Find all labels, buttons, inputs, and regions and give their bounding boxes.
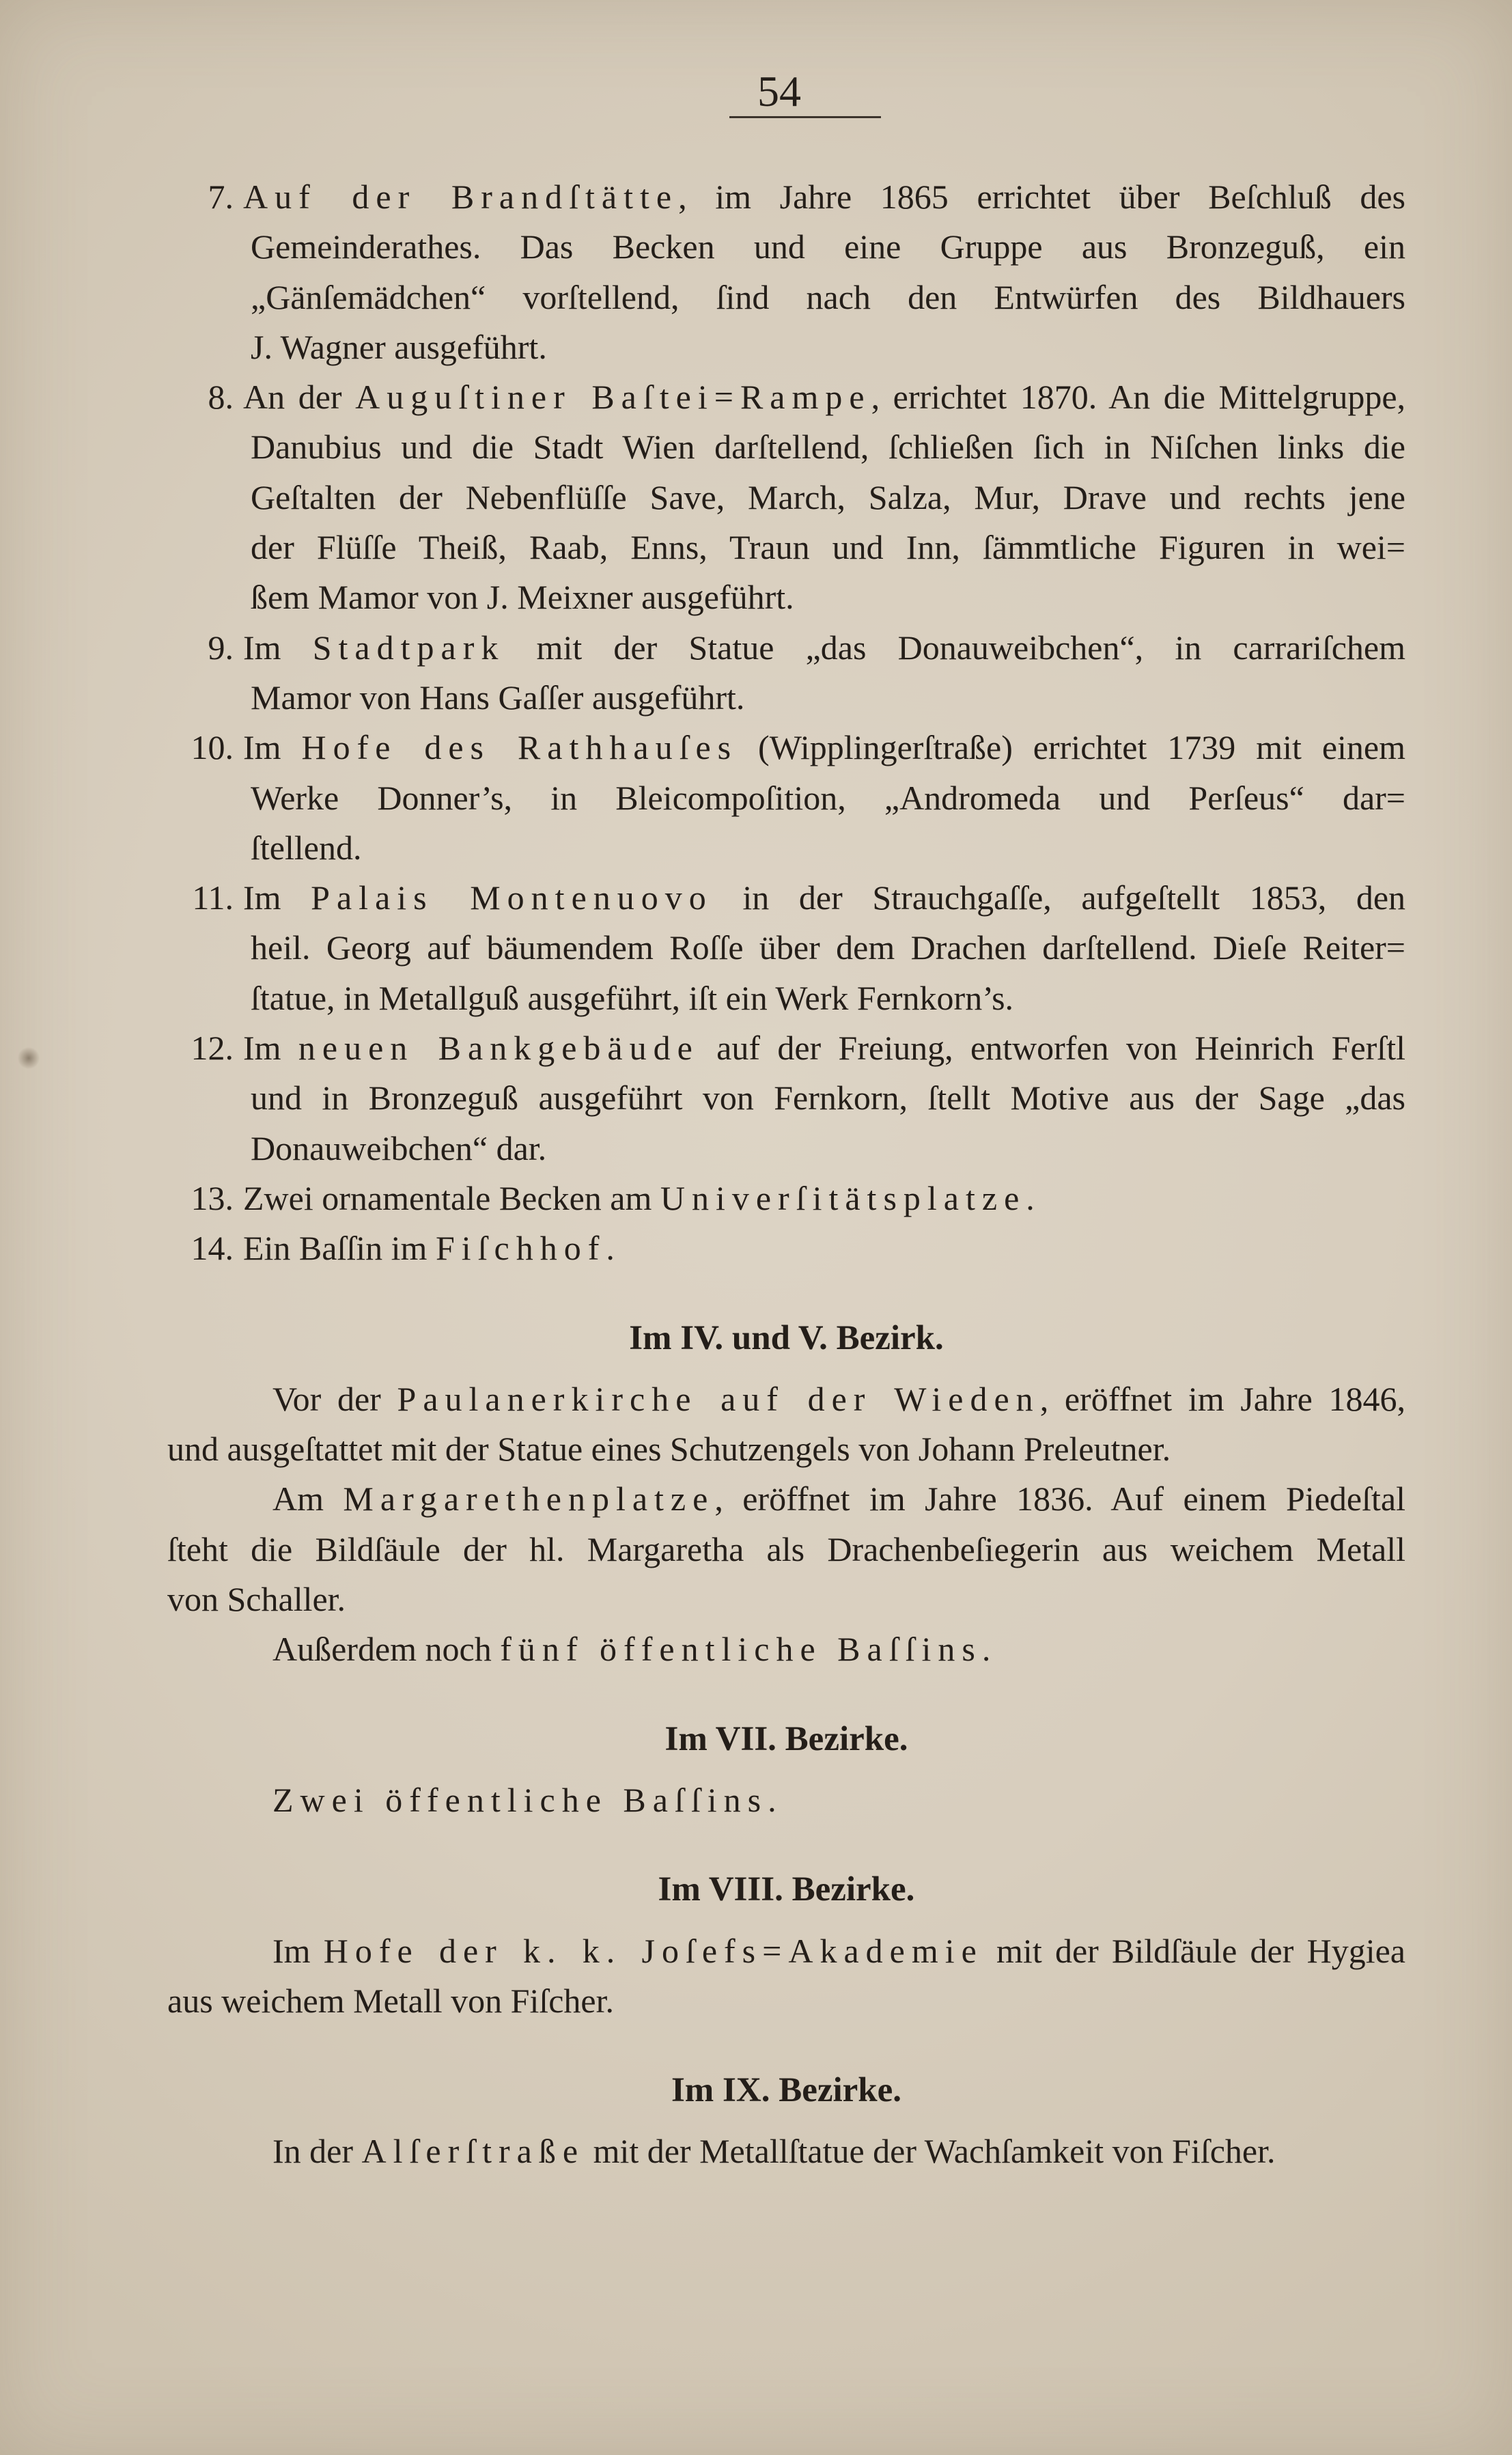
line-text <box>272 1474 1405 1524</box>
paragraph <box>167 1926 1405 2027</box>
spaced-text-run: Palais Montenuovo <box>311 878 713 917</box>
spaced-text-run: Fiſchhof <box>435 1229 606 1268</box>
spaced-text-run: Auf der Brandſtätte <box>243 178 679 216</box>
line-text <box>243 372 1405 422</box>
text-run: ßem Mamor von J. Meixner ausgeführt. <box>251 578 794 617</box>
fountain-list <box>167 172 1405 1274</box>
text-run: , eröffnet im Jahre 1846, <box>1039 1379 1406 1418</box>
item-11-line-2 <box>167 923 1405 973</box>
text-run: An der <box>243 378 356 417</box>
line-text <box>251 823 1405 873</box>
text-run: Am <box>272 1480 344 1518</box>
item-number: 8. <box>208 378 234 417</box>
paragraph <box>167 1624 1405 1674</box>
text-run: ſtatue, in Metallguß ausgeführt, iſt ein Werk Fernkorn’s. <box>251 978 1014 1017</box>
item-10-line-2 <box>167 773 1405 823</box>
line-text <box>272 2126 1405 2176</box>
item-11-line-1 <box>167 873 1405 923</box>
text-run: Gemeinderathes. Das Becken und eine Gruppe aus Bronzeguß, ein <box>251 227 1405 266</box>
item-12-line-1 <box>167 1023 1405 1073</box>
item-number: 10. <box>191 728 234 767</box>
spaced-text-run: Margarethenplatze <box>343 1480 715 1518</box>
text-run: ſtellend. <box>251 828 362 867</box>
item-8-line-4 <box>167 523 1405 572</box>
text-run: Ein Baſſin im <box>243 1229 436 1268</box>
list-item-9 <box>167 623 1405 723</box>
paragraph <box>167 2126 1405 2176</box>
line-text <box>272 1775 1405 1825</box>
item-7-line-2 <box>167 222 1405 272</box>
text-run: und ausgeſtattet mit der Statue eines Schutzengels von Johann Preleutner. <box>167 1430 1171 1469</box>
spaced-text-run: Alſerſtraße <box>361 2132 585 2171</box>
line-text <box>272 1374 1405 1424</box>
list-item-11 <box>167 873 1405 1023</box>
line-text <box>251 273 1405 322</box>
text-run: Im <box>243 1029 298 1068</box>
text-run: Im <box>243 878 311 917</box>
item-8-line-5 <box>167 572 1405 622</box>
text-run: „Gänſemädchen“ vorſtellend, ſind nach den Entwürfen des Bildhauers <box>251 277 1405 316</box>
item-10-line-3 <box>167 823 1405 873</box>
page-number-rule <box>729 116 881 118</box>
text-run: Im <box>243 628 313 667</box>
line-text <box>167 1525 1405 1575</box>
text-run: mit der Statue „das Donauweibchen“, in carrariſchem <box>505 628 1406 667</box>
line-text <box>167 1424 1405 1474</box>
item-12-line-2 <box>167 1073 1405 1123</box>
spaced-text-run: Hofe des Rathhauſes <box>301 728 738 767</box>
line-text <box>251 973 1405 1023</box>
paragraph-line <box>167 2126 1405 2176</box>
text-run: J. Wagner ausgeführt. <box>251 327 547 366</box>
text-run: In der <box>272 2132 362 2171</box>
text-run: der Flüſſe Theiß, Raab, Enns, Traun und Inn, ſämmtliche Figuren in wei= <box>251 528 1405 567</box>
page-number: 54 <box>757 67 801 115</box>
line-text <box>251 673 1405 723</box>
paragraph-line <box>167 1926 1405 1976</box>
text-run: Außerdem noch <box>272 1630 501 1669</box>
text-run: (Wipplingerſtraße) errichtet 1739 mit einem <box>738 728 1405 767</box>
spaced-text-run: Paulanerkirche auf der Wieden <box>397 1379 1040 1418</box>
line-text <box>251 473 1405 523</box>
line-text <box>167 1575 1405 1624</box>
text-run: Im <box>272 1931 324 1970</box>
paragraph <box>167 1474 1405 1624</box>
section-heading: Im VII. Bezirke. <box>664 1719 908 1758</box>
line-text <box>251 322 1405 372</box>
text-run: Zwei ornamentale Becken am <box>243 1178 660 1217</box>
spaced-text-run: Univerſitätsplatze <box>660 1178 1026 1217</box>
item-number: 14. <box>191 1229 234 1268</box>
paragraph-line <box>167 1575 1405 1624</box>
item-number: 9. <box>208 628 234 667</box>
paragraph <box>167 1374 1405 1475</box>
text-run: . <box>981 1630 991 1669</box>
text-run: mit der Bildſäule der Hygiea <box>983 1931 1405 1970</box>
item-10-line-1 <box>167 723 1405 773</box>
text-run: in der Strauchgaſſe, aufgeſtellt 1853, den <box>712 878 1406 917</box>
item-number: 11. <box>192 878 234 917</box>
text-run: Geſtalten der Nebenflüſſe Save, March, Salza, Mur, Drave und rechts jene <box>251 477 1405 516</box>
line-text <box>243 873 1405 923</box>
text-run: ſteht die Bildſäule der hl. Margaretha als Drachenbeſiegerin aus weichem Metall <box>167 1529 1405 1568</box>
text-run: Werke Donner’s, in Bleicompoſition, „Andromeda und Perſeus“ dar= <box>251 778 1405 817</box>
paragraph-line <box>167 1624 1405 1674</box>
text-run: Vor der <box>272 1379 397 1418</box>
line-text <box>251 1124 1405 1174</box>
list-item-10 <box>167 723 1405 873</box>
paragraph-line <box>167 1424 1405 1474</box>
line-text <box>243 623 1405 673</box>
spaced-text-run: Zwei öffentliche Baſſins <box>272 1780 768 1819</box>
spaced-text-run: Hofe der k. k. Joſefs=Akademie <box>323 1931 983 1970</box>
text-run: heil. Georg auf bäumendem Roſſe über dem Drachen darſtellend. Dieſe Reiter= <box>251 928 1405 967</box>
section-heading: Im VIII. Bezirke. <box>658 1870 915 1909</box>
line-text <box>243 1223 1405 1273</box>
line-text <box>167 1976 1405 2026</box>
text-run: und in Bronzeguß ausgeführt von Fernkorn, ſtellt Motive aus der Sage „das <box>251 1079 1405 1118</box>
item-9-line-2 <box>167 673 1405 723</box>
spaced-text-run: Auguſtiner Baſtei=Rampe <box>355 378 871 417</box>
line-text <box>251 572 1405 622</box>
item-14-line-1 <box>167 1223 1405 1273</box>
section-heading: Im IX. Bezirke. <box>671 2071 902 2110</box>
item-8-line-3 <box>167 473 1405 523</box>
text-run: mit der Metallſtatue der Wachſamkeit von Fiſcher. <box>585 2132 1276 2171</box>
list-item-13 <box>167 1174 1405 1223</box>
list-item-12 <box>167 1023 1405 1174</box>
line-text <box>251 523 1405 572</box>
text-run: . <box>606 1229 615 1268</box>
text-run: , errichtet 1870. An die Mittelgruppe, <box>871 378 1406 417</box>
paragraph-line <box>167 1474 1405 1524</box>
item-8-line-1 <box>167 372 1405 422</box>
spaced-text-run: fünf öffentliche Baſſins <box>500 1630 982 1669</box>
district-section-2 <box>167 1715 1405 1826</box>
text-run: Donauweibchen“ dar. <box>251 1128 547 1167</box>
item-7-line-4 <box>167 322 1405 372</box>
line-text <box>243 1174 1405 1223</box>
line-text <box>272 1926 1405 1976</box>
line-text <box>272 1624 1405 1674</box>
line-text <box>243 1023 1405 1073</box>
text-body <box>167 172 1405 2177</box>
line-text <box>251 773 1405 823</box>
list-item-7 <box>167 172 1405 372</box>
paragraph-line <box>167 1775 1405 1825</box>
item-11-line-3 <box>167 973 1405 1023</box>
item-13-line-1 <box>167 1174 1405 1223</box>
text-run: auf der Freiung, entworfen von Heinrich Ferſtl <box>699 1029 1405 1068</box>
line-text <box>251 923 1405 973</box>
paragraph <box>167 1775 1405 1825</box>
district-section-1 <box>167 1314 1405 1675</box>
line-text <box>251 222 1405 272</box>
text-run: aus weichem Metall von Fiſcher. <box>167 1981 615 2020</box>
district-section-4 <box>167 2066 1405 2177</box>
paragraph-line <box>167 1525 1405 1575</box>
paragraph-line <box>167 1976 1405 2026</box>
text-run: , eröffnet im Jahre 1836. Auf einem Piedeſtal <box>714 1480 1405 1518</box>
item-number: 7. <box>208 178 234 216</box>
item-9-line-1 <box>167 623 1405 673</box>
list-item-14 <box>167 1223 1405 1273</box>
paragraph-line <box>167 1374 1405 1424</box>
page-stain <box>18 1047 40 1069</box>
spaced-text-run: neuen Bankgebäude <box>298 1029 699 1068</box>
line-text <box>243 172 1405 222</box>
section-heading: Im IV. und V. Bezirk. <box>629 1318 944 1357</box>
item-8-line-2 <box>167 422 1405 472</box>
text-run: . <box>1026 1178 1035 1217</box>
district-section-3 <box>167 1865 1405 2026</box>
text-run: . <box>768 1780 776 1819</box>
text-run: , im Jahre 1865 errichtet über Beſchluß des <box>678 178 1405 216</box>
line-text <box>251 1073 1405 1123</box>
text-run: von Schaller. <box>167 1580 346 1619</box>
item-7-line-3 <box>167 273 1405 322</box>
text-run: Mamor von Hans Gaſſer ausgeführt. <box>251 678 745 717</box>
item-7-line-1 <box>167 172 1405 222</box>
spaced-text-run: Stadtpark <box>312 628 505 667</box>
text-run: Im <box>243 728 302 767</box>
line-text <box>243 723 1405 773</box>
district-sections <box>167 1314 1405 2177</box>
item-12-line-3 <box>167 1124 1405 1174</box>
line-text <box>251 422 1405 472</box>
text-run: Danubius und die Stadt Wien darſtellend, ſchließen ſich in Niſchen links die <box>251 428 1405 467</box>
item-number: 13. <box>191 1178 234 1217</box>
item-number: 12. <box>191 1029 234 1068</box>
list-item-8 <box>167 372 1405 622</box>
